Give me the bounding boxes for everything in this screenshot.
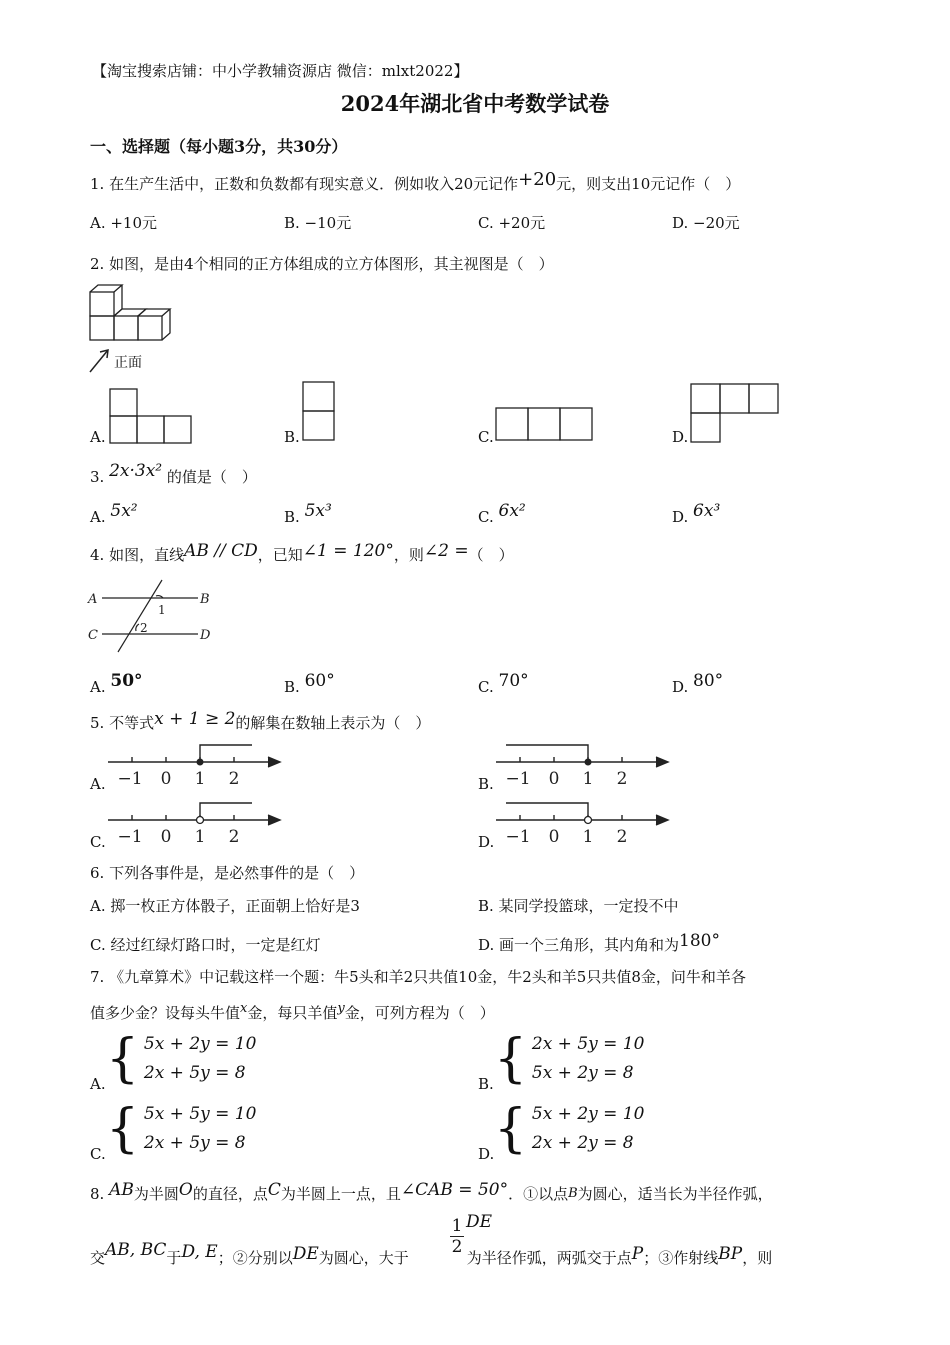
q3-num: 3. [90,468,105,486]
fig-label-a: A [88,592,98,607]
q5-option-b-label: B. [478,775,494,793]
q4-d-math: 80° [693,671,724,691]
q2-option-d-view [689,382,781,444]
q7-line2-a: 值多少金？设每头牛值 [90,1004,241,1022]
q4-a-label: A. [90,678,106,696]
q4-d-label: D. [672,678,689,696]
equation-stack [144,1100,257,1158]
q3-d-math: 6x³ [693,501,721,521]
q8-t4: ．①以点 [508,1185,569,1203]
q3-a-label: A. [90,508,106,526]
q3-option-b [284,501,332,527]
frac-denominator: 2 [451,1237,463,1257]
q2-option-c-label: C. [478,428,494,446]
q3-d-label: D. [672,508,689,526]
q8-b: B [568,1186,578,1201]
q4-b-math: 60° [304,671,335,691]
eq-2: 5x + 2y = 8 [531,1063,634,1083]
tick-neg1: −1 [117,827,143,846]
q8-de2: DE [292,1244,319,1264]
q8-t9: 为圆心，大于 [318,1249,409,1267]
q3-b-label: B. [284,508,300,526]
q4-a-math: 50° [110,671,143,691]
q4-option-a [90,671,143,697]
q8-bp: BP [718,1244,743,1264]
equation-stack [144,1030,257,1088]
q5-option-c-label: C. [90,833,106,851]
q3-math: 2x·3x² [109,461,163,481]
q7-option-a-system [106,1030,256,1088]
tick-2: 2 [616,827,628,846]
question-8-line-2 [90,1240,773,1268]
brace-icon: { [494,1099,528,1159]
fig-label-d: D [200,628,211,643]
q8-t11: ；③作射线 [643,1249,719,1267]
tick-neg1: −1 [117,769,143,788]
q7-line2-c: 金，可列方程为（ ） [344,1004,495,1022]
tick-1: 1 [194,769,206,788]
q5-option-d-label: D. [478,833,495,851]
q4-text-a: 4. 如图，直线 [90,546,185,564]
q5-option-a-numberline [106,740,288,788]
q1-option-b: B. −10元 [284,214,352,232]
equation-stack [532,1030,645,1088]
eq-2: 2x + 2y = 8 [531,1133,634,1153]
q3-b-math: 5x³ [304,501,332,521]
frac-numerator: 1 [451,1216,463,1236]
q5-math: x + 1 ≥ 2 [154,709,236,729]
q7-option-c-label: C. [90,1145,106,1163]
tick-0: 0 [548,827,560,846]
q4-c-label: C. [478,678,494,696]
q5-option-a-label: A. [90,775,106,793]
q4-math-a: AB // CD [184,541,258,561]
q2-option-b-view [301,380,337,444]
q5-text-b: 的解集在数轴上表示为（ ） [235,714,431,732]
q5-text-a: 5. 不等式 [90,714,155,732]
eq-1: 5x + 5y = 10 [143,1104,257,1124]
q3-option-d [672,501,721,527]
q2-option-b-label: B. [284,428,300,446]
q4-option-b [284,671,335,697]
q7-var-x: x [240,1001,248,1016]
question-4 [90,541,514,565]
q8-de: D, E [181,1242,218,1262]
q7-option-c-system [106,1100,256,1158]
eq-2: 2x + 5y = 8 [143,1133,246,1153]
tick-2: 2 [228,827,240,846]
q7-option-b-label: B. [478,1075,494,1093]
tick-1: 1 [582,769,594,788]
q8-t12: ，则 [742,1249,773,1267]
promo-banner: 【淘宝搜索店铺：中小学教辅资源店 微信：mlxt2022】 [92,62,469,80]
equation-stack [532,1100,645,1158]
brace-icon: { [494,1029,528,1089]
q8-t1: 为半圆 [133,1185,179,1203]
fig-angle-1: 1 [158,603,166,617]
q8-num: 8. [90,1185,105,1203]
q8-t6: 交 [90,1249,106,1267]
q4-b-label: B. [284,678,300,696]
tick-neg1: −1 [505,769,531,788]
q8-p: P [631,1244,644,1264]
q7-option-a-label: A. [90,1075,106,1093]
q2-option-d-label: D. [672,428,689,446]
q3-c-label: C. [478,508,494,526]
q5-option-b-numberline [494,740,676,788]
question-8-line-1 [90,1180,773,1204]
parallel-lines-figure [86,578,216,654]
q4-text-b: ，已知 [257,546,303,564]
q8-t7: 于 [166,1249,182,1267]
tick-0: 0 [160,769,172,788]
q4-math-c: ∠2 = [423,541,469,561]
question-3 [90,461,257,487]
q7-option-b-system [494,1030,644,1088]
q4-text-c: ，则 [393,546,424,564]
q4-option-d [672,671,724,697]
q8-abbc: AB, BC [105,1240,167,1260]
q7-option-d-label: D. [478,1145,495,1163]
q4-option-c [478,671,529,697]
q7-var-y: y [337,1001,345,1016]
eq-1: 2x + 5y = 10 [531,1034,645,1054]
q2-option-c-view [494,406,596,444]
section-heading: 一、选择题（每小题3分，共30分） [90,137,348,156]
q1-option-c: C. +20元 [478,214,546,232]
q1-text-a: 1. 在生产生活中，正数和负数都有现实意义．例如收入20元记作 [90,175,519,193]
q3-a-math: 5x² [110,501,138,521]
q5-option-c-numberline [106,798,288,846]
question-7-line-1: 7. 《九章算术》中记载这样一个题：牛5头和羊2只共值10金，牛2头和羊5只共值8金，问牛和羊各 [90,968,746,986]
question-7-line-2 [90,1002,495,1023]
brace-icon: { [106,1029,140,1089]
question-2: 2. 如图，是由4个相同的正方体组成的立方体图形，其主视图是（ ） [90,255,554,273]
q1-text-b: 元，则支出10元记作（ ） [556,175,741,193]
tick-2: 2 [616,769,628,788]
question-5 [90,709,431,733]
q7-line2-b: 金，每只羊值 [247,1004,338,1022]
tick-1: 1 [582,827,594,846]
q4-c-math: 70° [498,671,529,691]
q7-option-d-system [494,1100,644,1158]
tick-2: 2 [228,769,240,788]
q5-option-d-numberline [494,798,676,846]
q6-d-math: 180° [679,931,720,951]
q8-t3: 为半圆上一点，且 [280,1185,401,1203]
q1-option-d: D. −20元 [672,214,740,232]
q8-ab: AB [109,1180,134,1200]
fig-label-c: C [88,628,98,643]
question-1 [90,169,741,194]
frac-tail: DE [466,1211,493,1232]
q1-option-a: A. +10元 [90,214,158,232]
q3-c-math: 6x² [498,501,526,521]
q4-math-b: ∠1 = 120° [302,541,394,561]
q6-d-text: D. 画一个三角形，其内角和为 [478,936,680,954]
fig-angle-2: 2 [140,621,148,635]
brace-icon: { [106,1099,140,1159]
eq-1: 5x + 2y = 10 [143,1034,257,1054]
tick-0: 0 [548,769,560,788]
q2-option-a-view [108,387,194,445]
tick-1: 1 [194,827,206,846]
fig-label-b: B [200,592,210,607]
tick-neg1: −1 [505,827,531,846]
q3-option-c [478,501,526,527]
q6-option-c: C. 经过红绿灯路口时，一定是红灯 [90,936,321,954]
eq-2: 2x + 5y = 8 [143,1063,246,1083]
q2-option-a-label: A. [90,428,106,446]
q8-o: O [178,1180,193,1200]
q1-math: +20 [518,169,557,190]
q8-t2: 的直径，点 [192,1185,268,1203]
q8-t8: ；②分别以 [217,1249,293,1267]
q8-angle: ∠CAB = 50° [400,1180,509,1200]
q3-text: 的值是（ ） [166,468,257,486]
q8-t10: 为半径作弧，两弧交于点 [466,1249,632,1267]
eq-1: 5x + 2y = 10 [531,1104,645,1124]
q6-option-d [478,931,720,955]
q8-t5: 为圆心，适当长为半径作弧， [577,1185,773,1203]
q8-c: C [267,1180,281,1200]
question-6: 6. 下列各事件是，是必然事件的是（ ） [90,864,365,882]
front-label: 正面 [114,355,142,371]
q3-option-a [90,501,138,527]
exam-title: 2024年湖北省中考数学试卷 [340,91,610,116]
q4-text-d: （ ） [468,546,514,564]
q6-option-b: B. 某同学投篮球，一定投不中 [478,897,679,915]
q6-option-a: A. 掷一枚正方体骰子，正面朝上恰好是3 [90,897,360,915]
tick-0: 0 [160,827,172,846]
